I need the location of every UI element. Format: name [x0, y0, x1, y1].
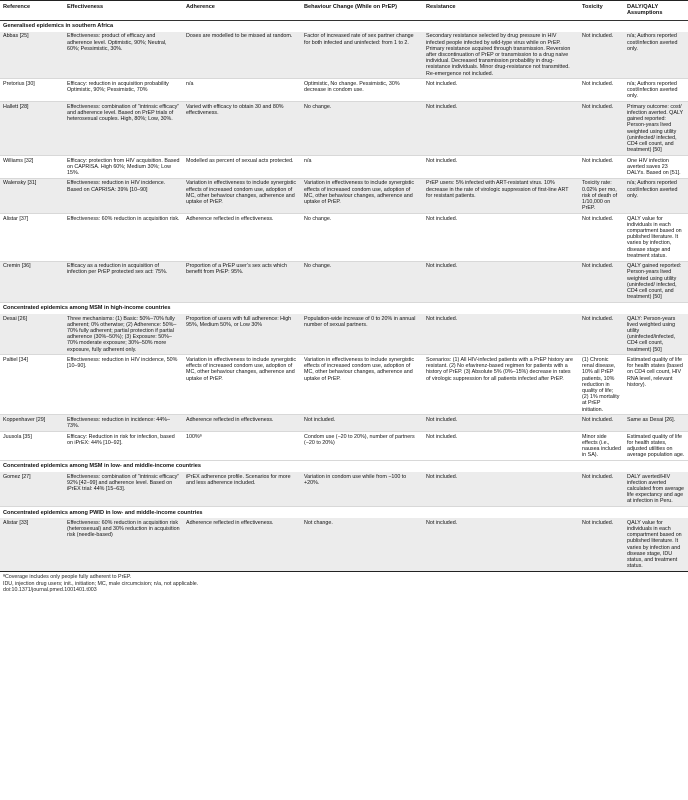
section-title: Concentrated epidemics among PWID in low- and middle-income countries — [0, 507, 688, 518]
reference-cell: Walensky [31] — [0, 178, 64, 213]
table-header — [0, 1, 688, 21]
table-row — [0, 314, 688, 355]
daly-qaly-cell: QALY value for individuals in each compartment based on published literature. It varies by infection, disease stage and treatment status. — [624, 214, 688, 262]
resistance-cell: Not included. — [423, 102, 579, 156]
table-row — [0, 518, 688, 571]
resistance-cell: Not included. — [423, 261, 579, 302]
toxicity-cell: Not included. — [579, 261, 624, 302]
behaviour-change-cell: Condom use (−20 to 20%), number of partners (−20 to 20%) — [301, 432, 423, 461]
reference-cell: Juusola [35] — [0, 432, 64, 461]
effectiveness-cell: Efficacy as a reduction in acquisition of infection per PrEP protected sex act: 75%. — [64, 261, 183, 302]
daly-qaly-cell: Primary outcome: cost/ infection averted. QALY gained reported: Person-years lived weighted using utility (uninfected/ infected, CD4 cell count, and treatment) [50] — [624, 102, 688, 156]
toxicity-cell: Not included. — [579, 79, 624, 102]
reference-cell: Abbas [25] — [0, 32, 64, 79]
table-footnotes — [0, 572, 688, 594]
daly-qaly-cell: n/a; Authors reported cost/infection averted only. — [624, 79, 688, 102]
effectiveness-cell: Three mechanisms: (1) Basic: 50%–70% fully adherent; 0% otherwise; (2) Adherence: 50%–70% fully adherent; partial protection if partial adherence (30%–50%); (3) Exposure: 50%–70% moderate exposure; 30%–50% more exposure, fully adherent only. — [64, 314, 183, 355]
adherence-cell: Adherence reflected in effectiveness. — [183, 518, 301, 571]
resistance-cell: Not included. — [423, 214, 579, 262]
behaviour-change-cell: Not included. — [301, 415, 423, 432]
effectiveness-cell: Effectiveness: combination of “intrinsic efficacy” and adherence level. Based on PrEP trials of heterosexual couples. High, 80%; Low, 30%. — [64, 102, 183, 156]
table-row — [0, 432, 688, 461]
effectiveness-cell: Efficacy: Reduction in risk for infection, based on iPrEX: 44% [10–92]. — [64, 432, 183, 461]
section-header-row — [0, 507, 688, 518]
daly-qaly-cell: QALY: Person-years lived weighted using utility (uninfected/infected, CD4 cell count, treatment) [50] — [624, 314, 688, 355]
adherence-cell: Modelled as percent of sexual acts protected. — [183, 156, 301, 179]
adherence-cell: Proportion of users with full adherence: High 95%, Medium 50%, or Low 30% — [183, 314, 301, 355]
daly-qaly-cell: Same as Desai [26]. — [624, 415, 688, 432]
effectiveness-cell: Effectiveness: product of efficacy and adherence level. Optimistic, 90%; Neutral, 60%; Pessimistic, 30%. — [64, 32, 183, 79]
adherence-cell: Adherence reflected in effectiveness. — [183, 415, 301, 432]
toxicity-cell: Not included. — [579, 518, 624, 571]
adherence-cell: 100%ª — [183, 432, 301, 461]
effectiveness-cell: Effectiveness: reduction in HIV incidence, 50% [10–90]. — [64, 355, 183, 415]
reference-cell: Pretorius [30] — [0, 79, 64, 102]
reference-cell: Paltiel [34] — [0, 355, 64, 415]
resistance-cell: PrEP users: 5% infected with ART-resistant virus. 10% decrease in the rate of virologic suppression of first-line ART for resistant patients. — [423, 178, 579, 213]
behaviour-change-cell: Not change. — [301, 518, 423, 571]
table-row — [0, 214, 688, 262]
section-header-row — [0, 20, 688, 31]
resistance-cell: Not included. — [423, 472, 579, 507]
toxicity-cell: Minor side effects (i.e., nausea included in SA). — [579, 432, 624, 461]
toxicity-cell: Not included. — [579, 156, 624, 179]
reference-cell: Cremin [36] — [0, 261, 64, 302]
column-header-daly-qaly: DALY/QALY Assumptions — [627, 4, 663, 17]
daly-qaly-cell: Estimated quality of life for health states, adjusted utilities on average population age. — [624, 432, 688, 461]
column-header-resistance: Resistance — [426, 4, 456, 10]
toxicity-cell: Not included. — [579, 32, 624, 79]
toxicity-cell: (1) Chronic renal disease, 10% all PrEP patients, 10% reduction in quality of life; (2) 1% mortality at PrEP initiation. — [579, 355, 624, 415]
reference-cell: Williams [32] — [0, 156, 64, 179]
column-header-adherence: Adherence — [186, 4, 215, 10]
daly-qaly-cell: One HIV infection averted saves 23 DALYs. Based on [51]. — [624, 156, 688, 179]
behaviour-change-cell: Optimistic, No change. Pessimistic, 30% decrease in condom use. — [301, 79, 423, 102]
behaviour-change-cell: No change. — [301, 102, 423, 156]
toxicity-cell: Not included. — [579, 472, 624, 507]
effectiveness-cell: Effectiveness: reduction in HIV incidence. Based on CAPRISA: 39% [10–90] — [64, 178, 183, 213]
behaviour-change-cell: No change. — [301, 261, 423, 302]
resistance-cell: Not included. — [423, 415, 579, 432]
column-header-toxicity: Toxicity — [582, 4, 603, 10]
table-row — [0, 178, 688, 213]
adherence-cell: Variation in effectiveness to include synergistic effects of increased condom use, adoption of MC, other behaviour changes, adherence and uptake of PrEP. — [183, 178, 301, 213]
daly-qaly-cell: DALY averted/HIV infection averted calculated from average life expectancy and age at infection in Peru. — [624, 472, 688, 507]
effectiveness-cell: Effectiveness: reduction in incidence: 44%–73%. — [64, 415, 183, 432]
table-body — [0, 20, 688, 571]
table-row — [0, 355, 688, 415]
reference-cell: Alistar [37] — [0, 214, 64, 262]
daly-qaly-cell: QALY gained reported: Person-years lived weighted using utility (uninfected/ infected, CD4 cell count, and treatment) [50] — [624, 261, 688, 302]
daly-qaly-cell: Estimated quality of life for health states (based on CD4 cell count, HIV RNA level, relevant history). — [624, 355, 688, 415]
reference-cell: Gomez [27] — [0, 472, 64, 507]
table-row — [0, 79, 688, 102]
reference-cell: Desai [26] — [0, 314, 64, 355]
section-header-row — [0, 303, 688, 314]
table-row — [0, 415, 688, 432]
resistance-cell: Not included. — [423, 432, 579, 461]
adherence-cell: Doses are modelled to be missed at random. — [183, 32, 301, 79]
toxicity-cell: Not included. — [579, 415, 624, 432]
resistance-cell: Not included. — [423, 314, 579, 355]
table-row — [0, 472, 688, 507]
column-header-behaviour-change: Behaviour Change (While on PrEP) — [304, 4, 397, 10]
effectiveness-cell: Efficacy: protection from HIV acquisition. Based on CAPRISA. High 60%; Medium 30%; Low 15%. — [64, 156, 183, 179]
table-row — [0, 156, 688, 179]
behaviour-change-cell: Factor of increased rate of sex partner change for both infected and uninfected: from 1 to 2. — [301, 32, 423, 79]
footnote-doi: doi:10.1371/journal.pmed.1001401.t003 — [3, 587, 97, 594]
adherence-cell: Varied with efficacy to obtain 30 and 80% effectiveness. — [183, 102, 301, 156]
reference-cell: Koppenhaver [29] — [0, 415, 64, 432]
table-row — [0, 261, 688, 302]
table-row — [0, 102, 688, 156]
adherence-cell: Variation in effectiveness to include synergistic effects of increased condom use, adoption of MC, other behaviour changes, adherence and uptake of PrEP. — [183, 355, 301, 415]
table-row — [0, 32, 688, 79]
resistance-cell: Secondary resistance selected by drug pressure in HIV infected people infected by wild-type virus while on PrEP. Primary resistance acquired through transmission. Reversion after discontinuation of PrEP or transmission to a drug naive individual. Decreased transmission probability in drug-resistance individuals. Minor drug-resistance not transmitted. Re-emergence not included. — [423, 32, 579, 79]
toxicity-cell: Toxicity rate: 0.02% per mo, risk of death of 1/10,000 on PrEP. — [579, 178, 624, 213]
daly-qaly-cell: n/a; Authors reported cost/infection averted only. — [624, 178, 688, 213]
behaviour-change-cell: Variation in effectiveness to include synergistic effects of increased condom use, adoption of MC, other behaviour changes, adherence and uptake of PrEP. — [301, 178, 423, 213]
behaviour-change-cell: No change. — [301, 214, 423, 262]
toxicity-cell: Not included. — [579, 102, 624, 156]
footnote-a: ªCoverage includes only people fully adherent to PrEP. — [3, 574, 132, 581]
column-header-reference: Reference — [3, 4, 31, 10]
effectiveness-cell: Effectiveness: 60% reduction in acquisition risk. — [64, 214, 183, 262]
daly-qaly-cell: QALY value for individuals in each compartment based on published literature. It varies by infection and disease stage, IDU status, and treatment status. — [624, 518, 688, 571]
section-title: Concentrated epidemics among MSM in high-income countries — [0, 303, 688, 314]
behaviour-change-cell: Population-wide increase of 0 to 20% in annual number of sexual partners. — [301, 314, 423, 355]
section-header-row — [0, 461, 688, 472]
section-title: Generalised epidemics in southern Africa — [0, 20, 688, 31]
resistance-cell: Scenarios: (1) All HIV-infected patients with a PrEP history are resistant. (2) No efavirenz-based regimen for patients with a history of PrEP. (3) Absolute 5% (0%–15%) decrease in rates of virologic suppression for all patients infected after PrEP. — [423, 355, 579, 415]
adherence-cell: n/a — [183, 79, 301, 102]
effectiveness-cell: Effectiveness: combination of “intrinsic efficacy” 92% [42–99] and adherence level. Based on iPrEX trial: 44% [15–63]. — [64, 472, 183, 507]
effectiveness-cell: Effectiveness: 60% reduction in acquisition risk (heterosexual) and 30% reduction in acquisition risk (needle-based) — [64, 518, 183, 571]
footnote-abbreviations: IDU, injection drug users; init., initiation; MC, male circumcision; n/a, not applicable. — [3, 580, 199, 587]
resistance-cell: Not included. — [423, 156, 579, 179]
adherence-cell: iPrEX adherence profile. Scenarios for more and less adherence included. — [183, 472, 301, 507]
adherence-cell: Proportion of a PrEP user’s sex acts which benefit from PrEP: 95%. — [183, 261, 301, 302]
behaviour-change-cell: Variation in condom use while from −100 to +20%. — [301, 472, 423, 507]
behaviour-change-cell: Variation in effectiveness to include synergistic effects of increased condom use, adoption of MC, other behaviour changes, adherence and uptake of PrEP. — [301, 355, 423, 415]
column-header-effectiveness: Effectiveness — [67, 4, 104, 10]
daly-qaly-cell: n/a; Authors reported cost/infection averted only. — [624, 32, 688, 79]
toxicity-cell: Not included. — [579, 214, 624, 262]
reference-cell: Alistar [33] — [0, 518, 64, 571]
resistance-cell: Not included. — [423, 79, 579, 102]
resistance-cell: Not included. — [423, 518, 579, 571]
adherence-cell: Adherence reflected in effectiveness. — [183, 214, 301, 262]
section-title: Concentrated epidemics among MSM in low- and middle-income countries — [0, 461, 688, 472]
toxicity-cell: Not included. — [579, 314, 624, 355]
behaviour-change-cell: n/a — [301, 156, 423, 179]
reference-cell: Hallett [28] — [0, 102, 64, 156]
effectiveness-cell: Efficacy: reduction in acquisition probability Optimistic, 90%; Pessimistic, 70% — [64, 79, 183, 102]
